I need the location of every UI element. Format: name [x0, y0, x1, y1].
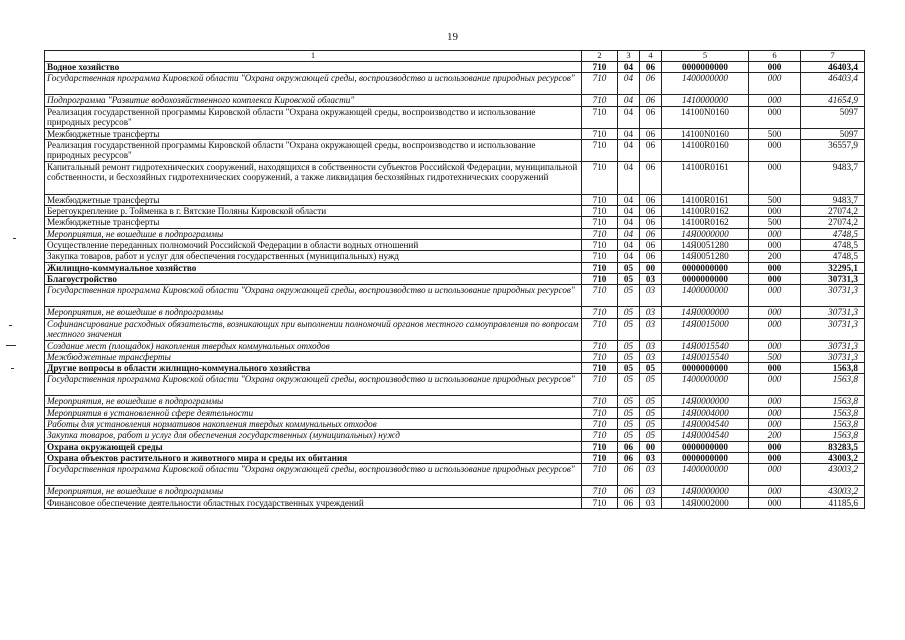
table-row: [45, 452, 865, 463]
table-row: [45, 217, 865, 228]
table-row: [45, 307, 865, 318]
cell-name: Мероприятия в установленной сфере деятельности: [45, 407, 582, 418]
cell-expense-type: 000: [749, 285, 801, 307]
cell-amount: 4748,5: [801, 251, 865, 262]
cell-ministry: 710: [582, 351, 618, 362]
cell-section: 06: [618, 486, 640, 497]
cell-subsection: 06: [640, 228, 662, 239]
table-row: [45, 228, 865, 239]
cell-target-article: 1410000000: [662, 95, 749, 106]
cell-name: Государственная программа Кировской области "Охрана окружающей среды, воспроизводство и использование природных ресурсов": [45, 464, 582, 486]
table-row: [45, 95, 865, 106]
header-cell-ministry: 2: [582, 51, 618, 62]
cell-section: 06: [618, 497, 640, 508]
cell-expense-type: 000: [749, 73, 801, 95]
cell-ministry: 710: [582, 430, 618, 441]
cell-amount: 41654,9: [801, 95, 865, 106]
cell-subsection: 06: [640, 73, 662, 95]
cell-expense-type: 000: [749, 340, 801, 351]
cell-amount: 9483,7: [801, 161, 865, 194]
cell-section: 06: [618, 464, 640, 486]
cell-section: 05: [618, 351, 640, 362]
cell-subsection: 06: [640, 206, 662, 217]
cell-name: Межбюджетные трансферты: [45, 217, 582, 228]
cell-section: 05: [618, 407, 640, 418]
table-row: [45, 340, 865, 351]
cell-subsection: 06: [640, 128, 662, 139]
cell-ministry: 710: [582, 374, 618, 396]
cell-target-article: 0000000000: [662, 441, 749, 452]
cell-ministry: 710: [582, 464, 618, 486]
cell-name: Другие вопросы в области жилищно-коммунального хозяйства: [45, 363, 582, 374]
cell-target-article: 14100R0161: [662, 194, 749, 205]
cell-target-article: 14Я0000000: [662, 307, 749, 318]
cell-ministry: 710: [582, 228, 618, 239]
cell-subsection: 03: [640, 486, 662, 497]
table-row: [45, 62, 865, 73]
cell-subsection: 03: [640, 464, 662, 486]
cell-subsection: 00: [640, 441, 662, 452]
cell-section: 06: [618, 452, 640, 463]
cell-amount: 1563,8: [801, 396, 865, 407]
cell-section: 05: [618, 262, 640, 273]
cell-target-article: 14Я0015540: [662, 340, 749, 351]
header-cell-name: 1: [45, 51, 582, 62]
cell-expense-type: 000: [749, 106, 801, 128]
cell-name: Берегоукрепление р. Тойменка в г. Вятские Поляны Кировской области: [45, 206, 582, 217]
table-row: [45, 251, 865, 262]
table-row: [45, 240, 865, 251]
cell-name: Закупка товаров, работ и услуг для обеспечения государственных (муниципальных) нужд: [45, 251, 582, 262]
cell-ministry: 710: [582, 139, 618, 161]
cell-name: Осуществление переданных полномочий Российской Федерации в области водных отношений: [45, 240, 582, 251]
cell-name: Софинансирование расходных обязательств, возникающих при выполнении полномочий органов местного самоуправления по вопросам местного значения: [45, 318, 582, 340]
cell-section: 04: [618, 161, 640, 194]
table-header-row: [45, 51, 865, 62]
cell-expense-type: 000: [749, 273, 801, 284]
cell-subsection: 03: [640, 497, 662, 508]
cell-ministry: 710: [582, 285, 618, 307]
cell-amount: 30731,3: [801, 340, 865, 351]
cell-target-article: 14Я0004540: [662, 419, 749, 430]
cell-section: 04: [618, 228, 640, 239]
table-row: [45, 486, 865, 497]
cell-target-article: 14Я0015000: [662, 318, 749, 340]
cell-expense-type: 000: [749, 441, 801, 452]
cell-subsection: 03: [640, 452, 662, 463]
cell-amount: 46403,4: [801, 73, 865, 95]
cell-ministry: 710: [582, 340, 618, 351]
cell-section: 05: [618, 273, 640, 284]
cell-target-article: 14100R0160: [662, 139, 749, 161]
cell-amount: 43003,2: [801, 452, 865, 463]
cell-target-article: 14100R0161: [662, 161, 749, 194]
cell-expense-type: 000: [749, 486, 801, 497]
cell-ministry: 710: [582, 452, 618, 463]
cell-target-article: 14Я0004000: [662, 407, 749, 418]
cell-name: Мероприятия, не вошедшие в подпрограммы: [45, 396, 582, 407]
cell-expense-type: 000: [749, 307, 801, 318]
cell-ministry: 710: [582, 128, 618, 139]
cell-expense-type: 000: [749, 363, 801, 374]
cell-ministry: 710: [582, 419, 618, 430]
cell-target-article: 0000000000: [662, 62, 749, 73]
cell-section: 05: [618, 285, 640, 307]
cell-ministry: 710: [582, 194, 618, 205]
cell-amount: 43003,2: [801, 464, 865, 486]
cell-target-article: 1400000000: [662, 73, 749, 95]
cell-amount: 30731,3: [801, 285, 865, 307]
table-row: [45, 430, 865, 441]
cell-amount: 1563,8: [801, 374, 865, 396]
cell-ministry: 710: [582, 62, 618, 73]
cell-name: Капитальный ремонт гидротехнических сооружений, находящихся в собственности субъектов Российской Федерации, муниципальной собственности, и бесхозяйных гидротехнических сооружений, а также ликвидация бесхозяйных гидротехнических сооружений: [45, 161, 582, 194]
cell-amount: 41185,6: [801, 497, 865, 508]
cell-target-article: 1400000000: [662, 374, 749, 396]
header-cell-target-article: 5: [662, 51, 749, 62]
cell-target-article: 14Я0000000: [662, 486, 749, 497]
cell-target-article: 14Я0015540: [662, 351, 749, 362]
cell-amount: 1563,8: [801, 419, 865, 430]
cell-subsection: 06: [640, 161, 662, 194]
cell-ministry: 710: [582, 318, 618, 340]
header-cell-amount: 7: [801, 51, 865, 62]
cell-ministry: 710: [582, 106, 618, 128]
table-row: [45, 464, 865, 486]
cell-section: 05: [618, 340, 640, 351]
cell-name: Жилищно-коммунальное хозяйство: [45, 262, 582, 273]
budget-table-container: [44, 50, 864, 509]
cell-name: Мероприятия, не вошедшие в подпрограммы: [45, 486, 582, 497]
cell-name: Государственная программа Кировской области "Охрана окружающей среды, воспроизводство и использование природных ресурсов": [45, 285, 582, 307]
cell-section: 04: [618, 73, 640, 95]
table-row: [45, 363, 865, 374]
cell-subsection: 05: [640, 374, 662, 396]
cell-amount: 36557,9: [801, 139, 865, 161]
cell-section: 04: [618, 217, 640, 228]
cell-expense-type: 200: [749, 251, 801, 262]
cell-name: Государственная программа Кировской области "Охрана окружающей среды, воспроизводство и использование природных ресурсов": [45, 73, 582, 95]
cell-expense-type: 500: [749, 128, 801, 139]
cell-ministry: 710: [582, 363, 618, 374]
cell-expense-type: 000: [749, 419, 801, 430]
cell-expense-type: 000: [749, 452, 801, 463]
cell-expense-type: 000: [749, 318, 801, 340]
cell-amount: 27074,2: [801, 217, 865, 228]
cell-target-article: 0000000000: [662, 262, 749, 273]
cell-expense-type: 000: [749, 374, 801, 396]
cell-expense-type: 000: [749, 396, 801, 407]
cell-section: 04: [618, 251, 640, 262]
cell-expense-type: 500: [749, 217, 801, 228]
cell-amount: 83283,5: [801, 441, 865, 452]
cell-target-article: 0000000000: [662, 363, 749, 374]
cell-section: 04: [618, 139, 640, 161]
cell-name: Благоустройство: [45, 273, 582, 284]
cell-subsection: 06: [640, 251, 662, 262]
cell-amount: 1563,8: [801, 363, 865, 374]
cell-name: Водное хозяйство: [45, 62, 582, 73]
cell-section: 05: [618, 363, 640, 374]
cell-ministry: 710: [582, 497, 618, 508]
cell-amount: 27074,2: [801, 206, 865, 217]
cell-target-article: 14Я0051280: [662, 251, 749, 262]
cell-subsection: 03: [640, 273, 662, 284]
cell-target-article: 14100N0160: [662, 106, 749, 128]
table-row: [45, 262, 865, 273]
cell-amount: 30731,3: [801, 318, 865, 340]
cell-section: 04: [618, 62, 640, 73]
table-row: [45, 285, 865, 307]
cell-target-article: 14Я0000000: [662, 228, 749, 239]
cell-amount: 5097: [801, 106, 865, 128]
cell-name: Государственная программа Кировской области "Охрана окружающей среды, воспроизводство и использование природных ресурсов": [45, 374, 582, 396]
cell-name: Закупка товаров, работ и услуг для обеспечения государственных (муниципальных) нужд: [45, 430, 582, 441]
table-row: [45, 206, 865, 217]
page-number: 19: [447, 31, 458, 43]
cell-subsection: 06: [640, 62, 662, 73]
cell-name: Мероприятия, не вошедшие в подпрограммы: [45, 228, 582, 239]
cell-target-article: 14Я0002000: [662, 497, 749, 508]
table-row: [45, 351, 865, 362]
cell-name: Охрана окружающей среды: [45, 441, 582, 452]
cell-expense-type: 500: [749, 194, 801, 205]
cell-section: 05: [618, 307, 640, 318]
cell-expense-type: 000: [749, 139, 801, 161]
cell-expense-type: 000: [749, 464, 801, 486]
table-row: [45, 419, 865, 430]
cell-expense-type: 000: [749, 407, 801, 418]
cell-section: 05: [618, 374, 640, 396]
cell-subsection: 00: [640, 262, 662, 273]
cell-name: Создание мест (площадок) накопления твердых коммунальных отходов: [45, 340, 582, 351]
cell-amount: 30731,3: [801, 351, 865, 362]
cell-ministry: 710: [582, 206, 618, 217]
cell-target-article: 14100N0160: [662, 128, 749, 139]
cell-target-article: 14100R0162: [662, 206, 749, 217]
cell-target-article: 1400000000: [662, 285, 749, 307]
cell-expense-type: 000: [749, 240, 801, 251]
cell-section: 06: [618, 441, 640, 452]
cell-target-article: 0000000000: [662, 452, 749, 463]
cell-target-article: 14Я0000000: [662, 396, 749, 407]
cell-subsection: 05: [640, 396, 662, 407]
cell-ministry: 710: [582, 73, 618, 95]
table-row: [45, 396, 865, 407]
cell-ministry: 710: [582, 251, 618, 262]
budget-table: [44, 50, 865, 509]
cell-expense-type: 000: [749, 228, 801, 239]
cell-name: Межбюджетные трансферты: [45, 128, 582, 139]
table-row: [45, 441, 865, 452]
cell-ministry: 710: [582, 396, 618, 407]
cell-ministry: 710: [582, 486, 618, 497]
cell-target-article: 14100R0162: [662, 217, 749, 228]
cell-subsection: 03: [640, 307, 662, 318]
cell-expense-type: 000: [749, 95, 801, 106]
cell-subsection: 06: [640, 240, 662, 251]
cell-ministry: 710: [582, 262, 618, 273]
cell-ministry: 710: [582, 217, 618, 228]
table-row: [45, 318, 865, 340]
table-row: [45, 128, 865, 139]
cell-amount: 4748,5: [801, 228, 865, 239]
cell-amount: 9483,7: [801, 194, 865, 205]
cell-amount: 30731,3: [801, 273, 865, 284]
cell-section: 04: [618, 240, 640, 251]
cell-section: 04: [618, 206, 640, 217]
cell-amount: 4748,5: [801, 240, 865, 251]
table-row: [45, 194, 865, 205]
cell-name: Финансовое обеспечение деятельности областных государственных учреждений: [45, 497, 582, 508]
cell-expense-type: 500: [749, 351, 801, 362]
table-row: [45, 374, 865, 396]
cell-section: 04: [618, 106, 640, 128]
scan-mark: [6, 345, 16, 346]
cell-subsection: 03: [640, 351, 662, 362]
cell-section: 05: [618, 396, 640, 407]
cell-subsection: 06: [640, 217, 662, 228]
cell-name: Охрана объектов растительного и животного мира и среды их обитания: [45, 452, 582, 463]
cell-subsection: 05: [640, 363, 662, 374]
cell-section: 04: [618, 95, 640, 106]
cell-ministry: 710: [582, 407, 618, 418]
table-row: [45, 497, 865, 508]
cell-amount: 5097: [801, 128, 865, 139]
table-row: [45, 73, 865, 95]
cell-amount: 30731,3: [801, 307, 865, 318]
cell-amount: 1563,8: [801, 407, 865, 418]
cell-expense-type: 000: [749, 262, 801, 273]
cell-name: Межбюджетные трансферты: [45, 194, 582, 205]
cell-name: Подпрограмма "Развитие водохозяйственного комплекса Кировской области": [45, 95, 582, 106]
cell-ministry: 710: [582, 240, 618, 251]
scan-mark: [13, 238, 16, 239]
cell-subsection: 03: [640, 340, 662, 351]
cell-ministry: 710: [582, 273, 618, 284]
cell-section: 05: [618, 430, 640, 441]
cell-target-article: 1400000000: [662, 464, 749, 486]
scan-mark: [11, 368, 14, 369]
cell-expense-type: 000: [749, 161, 801, 194]
cell-expense-type: 000: [749, 62, 801, 73]
cell-target-article: 14Я0004540: [662, 430, 749, 441]
cell-ministry: 710: [582, 161, 618, 194]
cell-ministry: 710: [582, 307, 618, 318]
cell-amount: 1563,8: [801, 430, 865, 441]
cell-section: 05: [618, 419, 640, 430]
cell-amount: 46403,4: [801, 62, 865, 73]
cell-name: Реализация государственной программы Кировской области "Охрана окружающей среды, воспроизводство и использование природных ресурсов": [45, 139, 582, 161]
table-row: [45, 407, 865, 418]
cell-section: 04: [618, 194, 640, 205]
cell-subsection: 05: [640, 419, 662, 430]
cell-ministry: 710: [582, 441, 618, 452]
cell-subsection: 03: [640, 318, 662, 340]
cell-section: 05: [618, 318, 640, 340]
cell-amount: 43003,2: [801, 486, 865, 497]
scan-mark: [9, 325, 12, 326]
table-row: [45, 273, 865, 284]
cell-expense-type: 000: [749, 206, 801, 217]
cell-subsection: 06: [640, 95, 662, 106]
cell-subsection: 05: [640, 430, 662, 441]
header-cell-expense-type: 6: [749, 51, 801, 62]
table-row: [45, 139, 865, 161]
cell-amount: 32295,1: [801, 262, 865, 273]
cell-section: 04: [618, 128, 640, 139]
cell-subsection: 06: [640, 106, 662, 128]
cell-name: Межбюджетные трансферты: [45, 351, 582, 362]
cell-subsection: 03: [640, 285, 662, 307]
cell-subsection: 06: [640, 194, 662, 205]
cell-subsection: 06: [640, 139, 662, 161]
table-row: [45, 161, 865, 194]
header-cell-subsection: 4: [640, 51, 662, 62]
cell-expense-type: 000: [749, 497, 801, 508]
cell-ministry: 710: [582, 95, 618, 106]
header-cell-section: 3: [618, 51, 640, 62]
cell-target-article: 14Я0051280: [662, 240, 749, 251]
cell-target-article: 0000000000: [662, 273, 749, 284]
table-row: [45, 106, 865, 128]
cell-name: Реализация государственной программы Кировской области "Охрана окружающей среды, воспроизводство и использование природных ресурсов": [45, 106, 582, 128]
cell-subsection: 05: [640, 407, 662, 418]
cell-name: Работы для установления нормативов накопления твердых коммунальных отходов: [45, 419, 582, 430]
cell-expense-type: 200: [749, 430, 801, 441]
cell-name: Мероприятия, не вошедшие в подпрограммы: [45, 307, 582, 318]
